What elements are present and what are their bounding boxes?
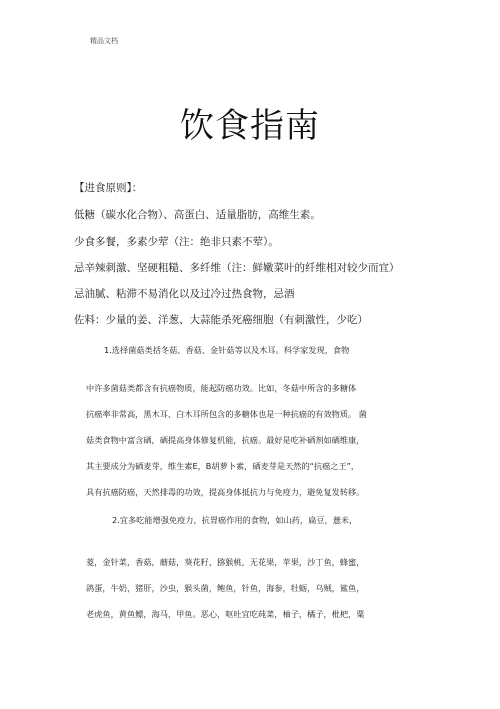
principle-line: 忌辛辣刺激、坚硬粗糙、多纤维（注：鲜嫩菜叶的纤维相对较少而宜） <box>74 262 400 274</box>
principle-line: 低糖（碳水化合物）、高蛋白、适量脂肪，高维生素。 <box>74 209 321 221</box>
principle-line: 佐料：少量的姜、洋葱、大蒜能杀死癌细胞（有刺激性，少吃） <box>74 314 368 326</box>
item1-body-line: 菇类食物中富含硒，硒提高身体修复机能，抗癌。最好是吃补硒剂如硒维康， <box>86 435 365 445</box>
item1-body-line: 其主要成分为硒麦芽，维生素E，B胡萝卜素，硒麦芽是天然的“抗癌之王”， <box>86 461 360 471</box>
item2-body-line: 老虎鱼，黄鱼鳔，海马，甲鱼。恶心，呕吐宜吃莼菜，柚子，橘子，枇杷，粟 <box>86 609 365 619</box>
item1-heading: 1.选择菌菇类括冬菇、香菇、金针菇等以及木耳。科学家发现，食物 <box>104 345 350 355</box>
page-title: 饮食指南 <box>180 106 320 146</box>
item1-body-line: 中许多菌菇类都含有抗癌物质，能起防癌功效。比如，冬菇中所含的多糖体 <box>86 383 357 393</box>
principle-line: 忌油腻、粘滞不易消化以及过冷过热食物，忌酒 <box>74 288 295 300</box>
item2-heading: 2.宜多吃能增强免疫力，抗胃癌作用的食物，如山药，扁豆，薏米， <box>112 515 358 525</box>
item1-body-line: 具有抗癌防癌，天然排毒的功效，提高身体抵抗力与免疫力，避免复发转移。 <box>86 487 365 497</box>
principle-line: 少食多餐，多素少荤（注：绝非只素不荤）。 <box>74 236 279 248</box>
item2-body-line: 鸽蛋，牛奶，猪肝，沙虫，猴头菌，鲍鱼，针鱼，海参，牡蛎，乌贼，鲨鱼， <box>86 583 365 593</box>
item1-body-line: 抗癌率非常高，黑木耳、白木耳所包含的多糖体也是一种抗癌的有效物质。 菌 <box>86 409 367 419</box>
header-mark: 精品文档 <box>90 37 118 45</box>
section-heading: 【进食原则】： <box>74 182 143 194</box>
item2-body-line: 菱，金针菜，香菇，蘑菇，葵花籽，猕猴桃，无花果，苹果，沙丁鱼，蜂蜜， <box>86 557 365 567</box>
